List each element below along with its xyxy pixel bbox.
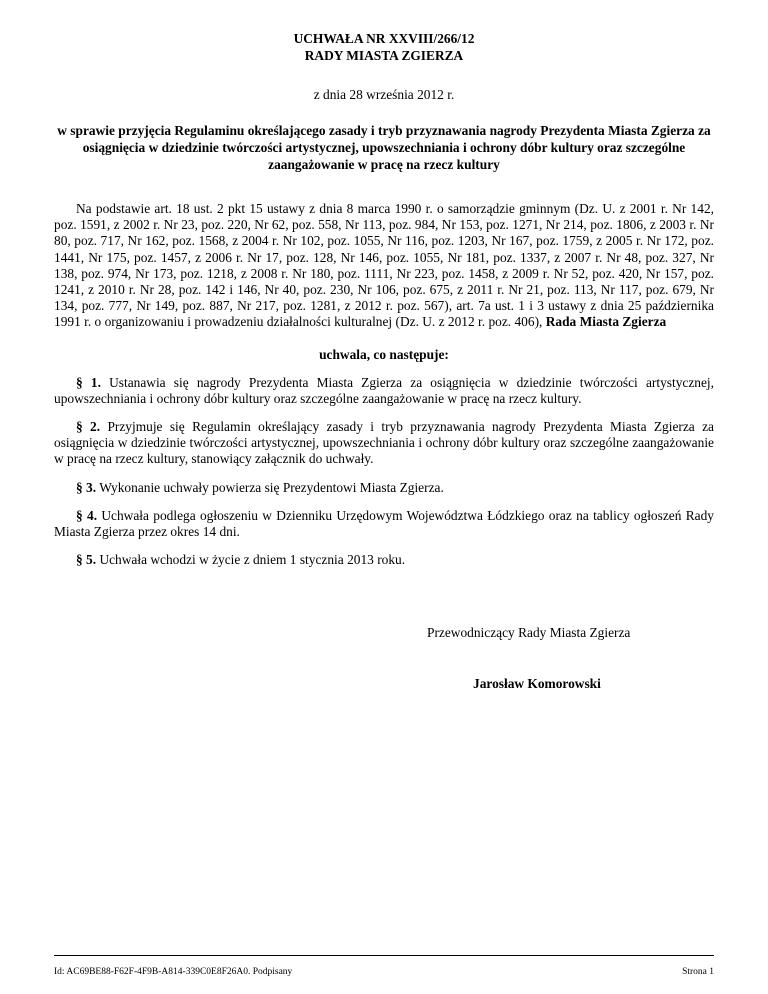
document-id: Id: AC69BE88-F62F-4F9B-A814-339C0E8F26A0. Podpisany — [54, 967, 293, 977]
council-name: RADY MIASTA ZGIERZA — [304, 48, 464, 63]
signatory-role: Przewodniczący Rady Miasta Zgierza — [427, 625, 631, 640]
paragraph-3 — [54, 480, 714, 496]
paragraph-5 — [54, 552, 714, 568]
paragraph-4 — [54, 508, 714, 540]
resolution-number: UCHWAŁA NR XXVIII/266/12 — [293, 31, 475, 46]
paragraph-text: Ustanawia się nagrody Prezydenta Miasta Zgierza za osiągnięcia w dziedzinie twórczości artystycznej, upowszechniania i ochrony dóbr kultury oraz szczególne zaangażowanie w pracę na rzecz kultury. — [54, 374, 714, 406]
document-body — [54, 30, 714, 568]
paragraph-number: § 5. — [76, 552, 97, 568]
paragraph-text: Uchwała wchodzi w życie z dniem 1 stycznia 2013 roku. — [96, 552, 406, 568]
legal-basis-text: Na podstawie art. 18 ust. 2 pkt 15 ustawy z dnia 8 marca 1990 r. o samorządzie gminnym (Dz. U. z 2001 r. Nr 142, poz. 1591, z 2002 r. Nr 23, poz. 220, Nr 62, poz. 558, Nr 113, poz. 984, Nr 153, poz. 1271, Nr 214, poz. 1806, z 2003 r. Nr 80, poz. 717, Nr 162, poz. 1568, z 2004 r. Nr 102, poz. 1055, Nr 116, poz. 1203, Nr 167, poz. 1759, z 2005 r. Nr 172, poz. 1441, Nr 175, poz. 1457, z 2006 r. Nr 17, poz. 128, Nr 146, poz. 1055, Nr 181, poz. 1337, z 2007 r. Nr 48, poz. 327, Nr 138, poz. 974, Nr 173, poz. 1218, z 2008 r. Nr 180, poz. 1111, Nr 223, poz. 1458, z 2009 r. Nr 52, poz. 420, Nr 157, poz. 1241, z 2010 r. Nr 28, poz. 142 i 146, Nr 40, poz. 230, Nr 106, poz. 675, z 2011 r. Nr 21, poz. 113, Nr 117, poz. 679, Nr 134, poz. 777, Nr 149, poz. 887, Nr 217, poz. 1281, z 2012 r. poz. 567), art. 7a ust. 1 i 3 ustawy z dnia 25 października 1991 r. o organizowaniu i prowadzeniu działalności kulturalnej (Dz. U. z 2012 r. poz. 406), — [54, 201, 714, 330]
paragraph-number: § 4. — [76, 507, 98, 523]
paragraph-1 — [54, 375, 714, 407]
resolution-subject: w sprawie przyjęcia Regulaminu określającego zasady i tryb przyznawania nagrody Prezydenta Miasta Zgierza za osiągnięcia w dziedzinie twórczości artystycznej, upowszechniania i ochrony dóbr kultury oraz szczególne zaangażowanie w pracę na rzecz kultury — [57, 123, 711, 172]
paragraph-number: § 3. — [76, 479, 97, 495]
resolves-heading: uchwala, co następuje: — [319, 346, 449, 362]
page-number: Strona 1 — [682, 967, 714, 977]
resolution-date: z dnia 28 września 2012 r. — [313, 87, 455, 102]
resolution-title — [54, 30, 714, 64]
paragraph-text: Przyjmuje się Regulamin określający zasady i tryb przyznawania nagrody Prezydenta Miasta Zgierza za osiągnięcia w dziedzinie twórczości artystycznej, upowszechniania i ochrony dóbr kultury oraz szczególne zaangażowanie w pracę na rzecz kultury, stanowiący załącznik do uchwały. — [54, 419, 714, 467]
paragraph-number: § 1. — [76, 374, 101, 390]
legal-basis-council: Rada Miasta Zgierza — [545, 314, 667, 330]
paragraph-2 — [54, 419, 714, 468]
paragraph-number: § 2. — [76, 419, 101, 435]
page-footer — [54, 955, 714, 978]
legal-basis — [54, 201, 714, 331]
signatory-name: Jarosław Komorowski — [473, 676, 601, 691]
signature-block — [427, 625, 717, 692]
paragraph-text: Uchwała podlega ogłoszeniu w Dzienniku Urzędowym Województwa Łódzkiego oraz na tablicy ogłoszeń Rady Miasta Zgierza przez okres 14 dni. — [54, 507, 714, 540]
paragraph-text: Wykonanie uchwały powierza się Prezydentowi Miasta Zgierza. — [96, 479, 444, 495]
